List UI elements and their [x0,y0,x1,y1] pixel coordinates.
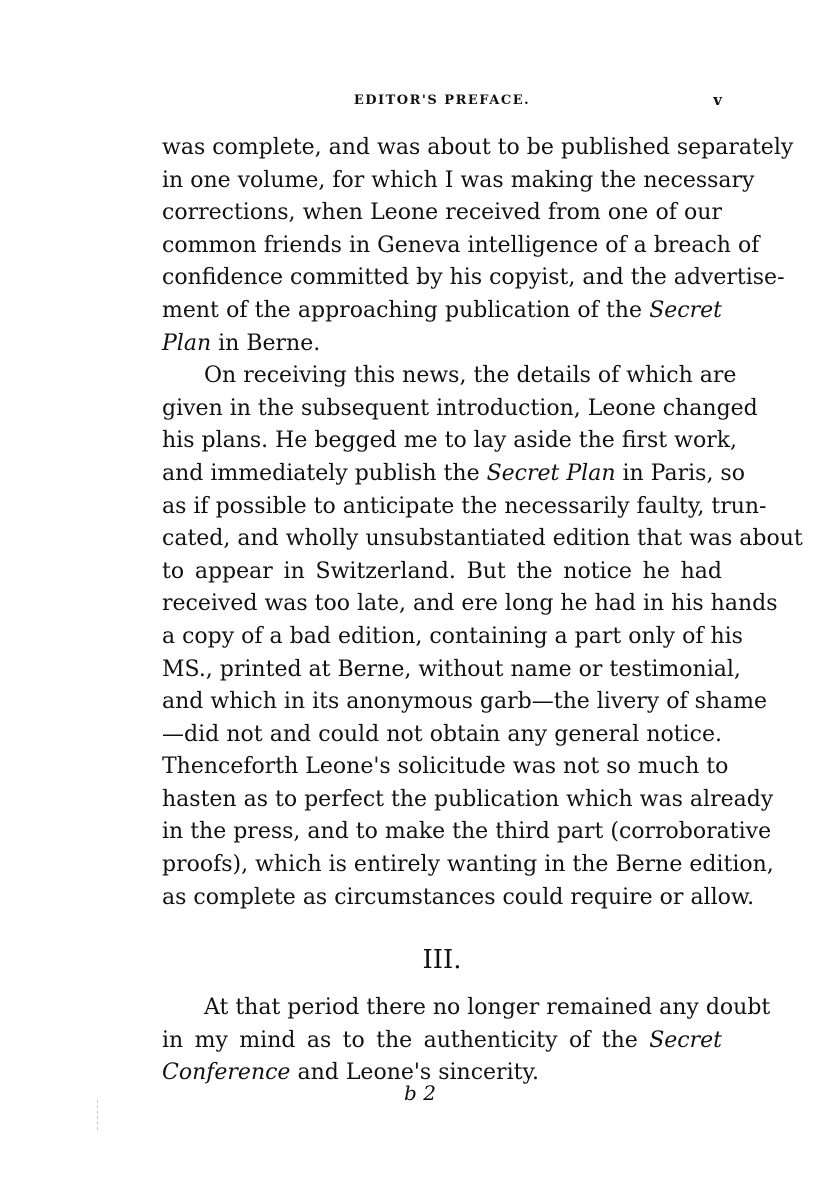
text-line: common friends in Geneva intelligence of a breach of [162,232,760,258]
text-line: confidence committed by his copyist, and the advertise- [162,265,785,291]
text-line: was complete, and was about to be published separately [162,135,794,160]
text-line: corrections, when Leone received from one of our [162,200,722,226]
text-run: in Paris, so [615,460,745,486]
text-line [162,458,745,491]
text-line: hasten as to perfect the publication which was already [162,786,774,812]
text-run: in Berne. [211,330,321,356]
scan-margin-mark [97,1100,99,1130]
italic-title: Secret Plan [486,460,616,486]
text-line: a copy of a bad edition, containing a part only of his [162,623,743,649]
text-run: ment of the approaching publication of the [162,297,650,323]
text-line: and which in its anonymous garb—the livery of shame [162,689,768,715]
paragraph-3 [162,992,771,1090]
paragraph-1 [162,132,794,360]
text-line: given in the subsequent introduction, Leone changed [162,395,758,421]
italic-title: Secret [649,1027,722,1053]
text-line: in one volume, for which I was making the necessary [162,167,755,193]
italic-title: Plan [162,330,212,356]
signature-mark: b 2 [404,1081,436,1105]
text-line: At that period there no longer remained any doubt [204,995,771,1021]
section-heading: III. [422,945,462,976]
text-line: to appear in Switzerland. But the notice he had [162,558,722,584]
text-line: MS., printed at Berne, without name or testimonial, [162,656,741,682]
text-line: as complete as circumstances could require or allow. [162,884,755,910]
text-line: proofs), which is entirely wanting in the Berne edition, [162,852,774,878]
running-title: EDITOR'S PREFACE. [353,93,531,108]
text-line: as if possible to anticipate the necessarily faulty, trun- [162,493,767,519]
text-line [162,1025,722,1058]
body-text [162,132,803,1090]
text-line: —did not and could not obtain any general notice. [162,721,722,747]
italic-title: Conference [162,1060,291,1086]
text-line [162,328,722,361]
text-run: in my mind as to the authenticity of the [162,1027,650,1053]
text-line [162,295,722,328]
text-line: received was too late, and ere long he had in his hands [162,591,778,617]
text-line: On receiving this news, the details of which are [204,363,737,389]
text-line: Thenceforth Leone's solicitude was not so much to [162,754,729,780]
page-number: v [713,91,722,109]
text-line: cated, and wholly unsubstantiated edition that was about [162,526,803,552]
text-line: his plans. He begged me to lay aside the first work, [162,428,738,454]
text-run: and Leone's sincerity. [290,1060,539,1086]
text-run: and immediately publish the [162,460,487,486]
text-line: in the press, and to make the third part (corroborative [162,819,772,845]
page-header [162,89,722,113]
italic-title: Secret [649,297,722,323]
paragraph-2 [162,360,803,914]
